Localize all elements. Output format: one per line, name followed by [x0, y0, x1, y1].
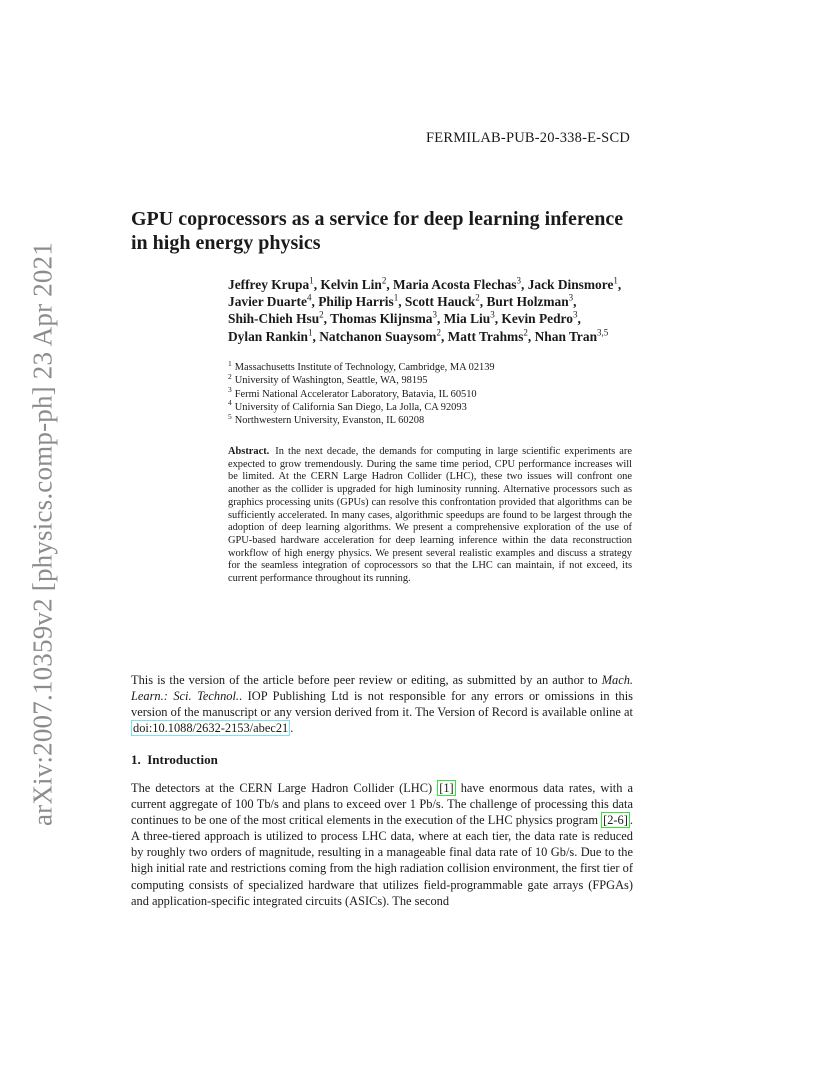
author-name: Matt Trahms [447, 328, 524, 344]
abstract-label: Abstract. [228, 446, 270, 457]
author-affiliation-marker: 2 [436, 327, 441, 338]
author-name: Nhan Tran [534, 328, 598, 344]
author: Mia Liu$^3$, [443, 309, 499, 327]
author: Shih-Chieh Hsu$^2$, [228, 309, 328, 327]
author: Kevin Pedro$^3$, [501, 309, 581, 327]
affiliation-text: Northwestern University, Evanston, IL 60208 [234, 415, 425, 427]
affiliation-text: University of California San Diego, La Jolla, CA 92093 [234, 401, 467, 413]
author: Jeffrey Krupa$^1$, [228, 275, 318, 292]
author-name: Jack Dinsmore [527, 277, 614, 292]
arxiv-identifier-stamp [18, 238, 68, 830]
author-name: Scott Hauck [404, 294, 476, 310]
author: Scott Hauck$^2$, [404, 292, 484, 310]
author-affiliation-marker: 3 [572, 309, 578, 320]
author-affiliation-marker: 2 [523, 327, 528, 338]
author: Maria Acosta Flechas$^3$, [393, 275, 525, 292]
author: Thomas Klijnsma$^3$, [330, 309, 441, 327]
affiliation-item [228, 385, 628, 401]
affiliation-item [228, 371, 628, 387]
author-affiliation-marker: 2 [381, 275, 387, 286]
affiliation-number: 2 [228, 371, 232, 381]
author-affiliation-marker: 3 [490, 309, 495, 320]
author: Jack Dinsmore$^1$, [527, 275, 622, 292]
affiliation-item [228, 411, 628, 427]
abstract-text: In the next decade, the demands for computing in large scientific experiments are expected to grow tremendously. During the same time period, CPU performance increases will be limited. At the CERN Large Hadron Collider (LHC), these two issues will confront one another as the collider is upgraded for high luminosity running. Alternative processors such as graphics processing units (GPUs) can resolve this confrontation provided that algorithms can be sufficiently accelerated. In many cases, algorithmic speedups are found to be largest through the adoption of deep learning algorithms. We present a comprehensive exploration of the use of GPU-based hardware acceleration for deep learning inference within the data reconstruction workflow of high energy physics. We present several realistic examples and discuss a strategy for the seamless integration of coprocessors so that the LHC can maintain, if not exceed, its current performance throughout its running. [228, 446, 632, 585]
affiliation-text: Fermi National Accelerator Laboratory, Batavia, IL 60510 [234, 388, 477, 400]
author-affiliation-marker: 3,5 [597, 327, 609, 338]
affiliation-item [228, 398, 628, 414]
version-note [131, 672, 633, 736]
intro-text: have enormous data rates, with a current aggregate of 100 Tb/s and plans to exceed over 1 Pb/s. The challenge of processing this data continues to be one of the most critical elements in the execution of the LHC physics program [131, 781, 633, 828]
abstract [228, 446, 632, 586]
author: Kelvin Lin$^2$, [320, 275, 390, 292]
author [535, 329, 609, 344]
author: Natchanon Suaysom$^2$, [319, 327, 445, 344]
version-note-text: . IOP Publishing Ltd is not responsible for any errors or omissions in this version of the manuscript or any version derived from it. The Version of Record is available online at [131, 689, 633, 720]
section-number: 1. [131, 752, 141, 767]
author-name: Natchanon Suaysom [319, 328, 437, 344]
affiliation-list [228, 358, 628, 427]
affiliation-text: Massachusetts Institute of Technology, Cambridge, MA 02139 [234, 362, 495, 373]
affiliation-number: 1 [228, 358, 232, 368]
author-affiliation-marker: 1 [308, 327, 313, 338]
citation-link[interactable]: [1] [439, 781, 454, 795]
affiliation-number: 5 [228, 411, 232, 421]
affiliation-number: 3 [228, 385, 232, 395]
version-note-text: . [290, 721, 294, 736]
author-name: Kevin Pedro [501, 311, 573, 327]
author-affiliation-marker: 3 [516, 275, 521, 286]
author-name: Jeffrey Krupa [228, 277, 310, 292]
affiliation-number: 4 [228, 398, 232, 408]
author-affiliation-marker: 1 [613, 275, 618, 286]
author-name: Maria Acosta Flechas [393, 277, 517, 292]
author-name: Javier Duarte [228, 294, 307, 310]
author: Javier Duarte$^4$, [228, 292, 315, 310]
author: Philip Harris$^1$, [318, 292, 402, 310]
author-name: Mia Liu [443, 311, 491, 327]
author-affiliation-marker: 2 [475, 292, 480, 303]
section-title: Introduction [147, 752, 218, 767]
author-affiliation-marker: 2 [319, 309, 324, 320]
author-name: Dylan Rankin [228, 328, 309, 344]
author-affiliation-marker: 3 [568, 292, 574, 303]
intro-paragraph [131, 780, 633, 909]
author-name: Kelvin Lin [320, 277, 382, 292]
author-affiliation-marker: 1 [309, 275, 314, 286]
affiliation-text: University of Washington, Seattle, WA, 98195 [234, 375, 428, 387]
journal-name: Mach. Learn.: Sci. Technol. [131, 673, 633, 704]
report-number: FERMILAB-PUB-20-338-E-SCD [426, 130, 630, 146]
author-name: Thomas Klijnsma [330, 311, 433, 327]
paper-title: GPU coprocessors as a service for deep learning inference in high energy physics [131, 208, 624, 254]
affiliation-item [228, 358, 628, 374]
author: Dylan Rankin$^1$, [228, 327, 316, 344]
author-affiliation-marker: 3 [432, 309, 437, 320]
arxiv-id: arXiv:2007.10359v2 [physics.comp-ph] 23 Apr 2021 [27, 241, 58, 827]
version-note-text: This is the version of the article before peer review or editing, as submitted by an author to [131, 673, 602, 687]
intro-text: . A three-tiered approach is utilized to process LHC data, where at each tier, the data rate is reduced by roughly two orders of magnitude, resulting in a manageable final data rate of 10 Gb/s. Due to the high initial rate and restrictions coming from the high radiation collision environment, the first tier of computing consists of specialized hardware that utilizes field-programmable gate arrays (FPGAs) and application-specific integrated circuits (ASICs). The second [131, 813, 633, 908]
author: Burt Holzman$^3$, [486, 292, 577, 310]
intro-text: The detectors at the CERN Large Hadron Collider (LHC) [131, 781, 438, 795]
author-affiliation-marker: 4 [306, 292, 312, 303]
citation-link[interactable]: [2-6] [603, 813, 628, 828]
author-affiliation-marker: 1 [393, 292, 399, 303]
author: Matt Trahms$^2$, [447, 327, 532, 344]
doi-link[interactable]: doi:10.1088/2632-2153/abec21 [133, 721, 289, 736]
author-list [228, 276, 628, 345]
author-name: Burt Holzman [486, 294, 569, 310]
author-name: Philip Harris [318, 294, 394, 310]
author-name: Shih-Chieh Hsu [228, 311, 320, 327]
section-heading [131, 752, 218, 768]
